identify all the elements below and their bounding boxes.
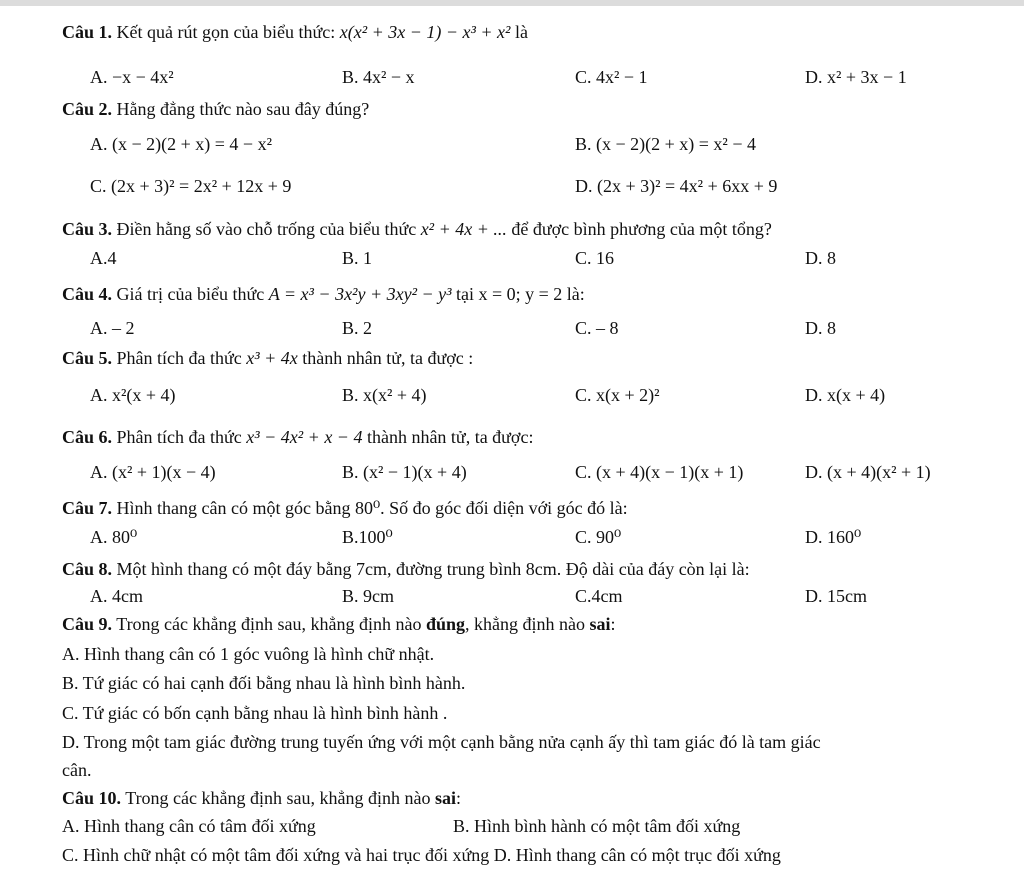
question-text-cont: , khẳng định nào <box>465 614 586 634</box>
question-number: Câu 7. <box>62 498 113 518</box>
question-text: Hằng đẳng thức nào sau đây đúng? <box>116 99 370 119</box>
option-c[interactable]: C. Tứ giác có bốn cạnh bằng nhau là hình bình hành . <box>62 703 448 723</box>
question-number: Câu 5. <box>62 348 113 368</box>
question-tail: thành nhân tử, ta được : <box>302 348 474 368</box>
option-b[interactable]: B. (x − 2)(2 + x) = x² − 4 <box>575 134 756 154</box>
question-1 <box>62 22 528 43</box>
option-b[interactable]: B. 4x² − x <box>342 67 415 87</box>
option-d[interactable]: D. 8 <box>805 318 836 338</box>
emphasis-wrong: sai <box>589 614 611 634</box>
option-c[interactable]: C. (x + 4)(x − 1)(x + 1) <box>575 462 744 482</box>
question-number: Câu 3. <box>62 219 113 239</box>
question-tail: thành nhân tử, ta được: <box>366 427 534 447</box>
emphasis-wrong: sai <box>435 788 457 808</box>
option-b[interactable]: B. 1 <box>342 248 373 268</box>
math-expression: x³ − 4x² + x − 4 <box>246 427 363 447</box>
question-number: Câu 2. <box>62 99 113 119</box>
question-tail: để được bình phương của một tổng? <box>511 219 772 239</box>
option-c[interactable]: C. (2x + 3)² = 2x² + 12x + 9 <box>90 176 292 196</box>
math-expression: x(x² + 3x − 1) − x³ + x² <box>339 22 511 42</box>
option-a[interactable]: A.4 <box>90 248 117 268</box>
math-expression: x³ + 4x <box>246 348 298 368</box>
option-d-continued: cân. <box>62 760 92 780</box>
question-text-end: : <box>610 614 616 634</box>
question-text: Điền hằng số vào chỗ trống của biểu thức <box>116 219 417 239</box>
option-d[interactable]: D. Trong một tam giác đường trung tuyến ứng với một cạnh bằng nửa cạnh ấy thì tam giác đó là tam giác <box>62 732 821 752</box>
option-c[interactable]: C. x(x + 2)² <box>575 385 660 405</box>
question-5 <box>62 348 473 369</box>
option-c[interactable]: C. – 8 <box>575 318 619 338</box>
option-b[interactable]: B. 2 <box>342 318 373 338</box>
option-b[interactable]: B. Tứ giác có hai cạnh đối bằng nhau là hình bình hành. <box>62 673 466 693</box>
option-b[interactable]: B. (x² − 1)(x + 4) <box>342 462 467 482</box>
math-expression: A = x³ − 3x²y + 3xy² − y³ <box>268 284 452 304</box>
question-6 <box>62 427 533 448</box>
option-c[interactable]: C. 16 <box>575 248 615 268</box>
question-text: Trong các khẳng định sau, khẳng định nào <box>125 788 431 808</box>
option-a[interactable]: A. −x − 4x² <box>90 67 174 87</box>
question-7 <box>62 498 628 519</box>
option-d[interactable]: D. 8 <box>805 248 836 268</box>
question-tail: tại x = 0; y = 2 là: <box>456 284 585 304</box>
question-9 <box>62 614 616 635</box>
option-d[interactable]: D. x² + 3x − 1 <box>805 67 907 87</box>
option-b[interactable]: B. 9cm <box>342 586 394 606</box>
option-c-and-d[interactable]: C. Hình chữ nhật có một tâm đối xứng và hai trục đối xứng D. Hình thang cân có một trục đối xứng <box>62 845 781 865</box>
option-d[interactable]: D. (x + 4)(x² + 1) <box>805 462 931 482</box>
question-3 <box>62 219 772 240</box>
option-a[interactable]: A. x²(x + 4) <box>90 385 176 405</box>
option-c[interactable]: C. 4x² − 1 <box>575 67 648 87</box>
option-d[interactable]: D. 15cm <box>805 586 867 606</box>
option-b[interactable]: B. x(x² + 4) <box>342 385 427 405</box>
option-a[interactable]: A. (x − 2)(2 + x) = 4 − x² <box>90 134 272 154</box>
option-a[interactable]: A. 4cm <box>90 586 143 606</box>
question-number: Câu 10. <box>62 788 122 808</box>
question-10 <box>62 788 461 809</box>
option-b[interactable]: B.100⁰ <box>342 527 393 547</box>
math-expression: x² + 4x + ... <box>420 219 507 239</box>
question-number: Câu 9. <box>62 614 113 634</box>
option-a[interactable]: A. Hình thang cân có tâm đối xứng <box>62 816 316 836</box>
option-c[interactable]: C. 90⁰ <box>575 527 622 547</box>
question-number: Câu 4. <box>62 284 113 304</box>
question-number: Câu 1. <box>62 22 113 42</box>
option-d[interactable]: D. (2x + 3)² = 4x² + 6xx + 9 <box>575 176 778 196</box>
option-a[interactable]: A. (x² + 1)(x − 4) <box>90 462 216 482</box>
question-text: Kết quả rút gọn của biểu thức: <box>116 22 336 42</box>
question-text: Phân tích đa thức <box>116 348 242 368</box>
option-d[interactable]: D. 160⁰ <box>805 527 862 547</box>
option-a[interactable]: A. Hình thang cân có 1 góc vuông là hình chữ nhật. <box>62 644 435 664</box>
option-c[interactable]: C.4cm <box>575 586 623 606</box>
question-8 <box>62 559 750 580</box>
question-text-end: : <box>456 788 462 808</box>
question-number: Câu 6. <box>62 427 113 447</box>
question-text: Một hình thang có một đáy bằng 7cm, đường trung bình 8cm. Độ dài của đáy còn lại là: <box>116 559 750 579</box>
option-d[interactable]: D. x(x + 4) <box>805 385 886 405</box>
option-a[interactable]: A. 80⁰ <box>90 527 138 547</box>
option-a[interactable]: A. – 2 <box>90 318 135 338</box>
top-border <box>0 0 1024 6</box>
option-b[interactable]: B. Hình bình hành có một tâm đối xứng <box>453 816 741 836</box>
emphasis-correct: đúng <box>426 614 466 634</box>
question-2 <box>62 99 369 120</box>
question-number: Câu 8. <box>62 559 113 579</box>
question-4 <box>62 284 585 305</box>
question-text: Hình thang cân có một góc bằng 80⁰. Số đo góc đối diện với góc đó là: <box>116 498 628 518</box>
question-text: Giá trị của biểu thức <box>116 284 265 304</box>
question-text: Phân tích đa thức <box>116 427 242 447</box>
question-tail: là <box>514 22 528 42</box>
question-text: Trong các khẳng định sau, khẳng định nào <box>116 614 422 634</box>
